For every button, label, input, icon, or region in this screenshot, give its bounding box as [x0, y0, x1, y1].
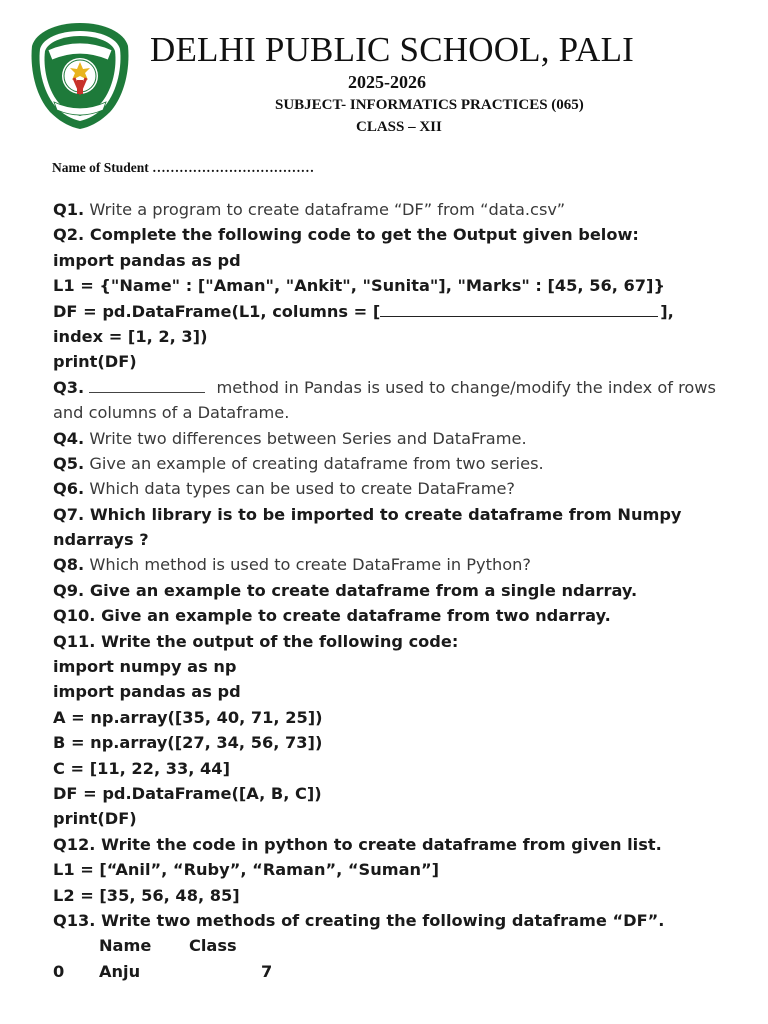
- class-title: CLASS – XII: [356, 119, 442, 135]
- question-7: Q7. Which library is to be imported to create dataframe from Numpy: [53, 504, 682, 524]
- code-line: import pandas as pd: [53, 682, 241, 702]
- student-name-line: Name of Student ………………………………: [52, 160, 315, 175]
- question-3-continued: and columns of a Dataframe.: [53, 403, 290, 423]
- dataframe-row: 0 Anju 7: [53, 961, 273, 981]
- code-line: import pandas as pd: [53, 250, 241, 270]
- question-12: Q12. Write the code in python to create dataframe from given list.: [53, 834, 662, 854]
- subject-title: SUBJECT- INFORMATICS PRACTICES (065): [275, 97, 584, 113]
- school-name: DELHI PUBLIC SCHOOL, PALI: [150, 30, 635, 69]
- code-line: L2 = [35, 56, 48, 85]: [53, 885, 240, 905]
- dataframe-header-row: Name Class: [99, 936, 237, 956]
- question-list: [53, 197, 753, 984]
- question-3: Q3. method in Pandas is used to change/modify the index of rows: [53, 377, 716, 397]
- question-5: Q5. Give an example of creating dataframe from two series.: [53, 453, 544, 473]
- code-line: print(DF): [53, 352, 137, 372]
- code-line: L1 = [“Anil”, “Ruby”, “Raman”, “Suman”]: [53, 860, 440, 880]
- question-2: Q2. Complete the following code to get the Output given below:: [53, 225, 639, 245]
- question-7-continued: ndarrays ?: [53, 530, 149, 550]
- fill-in-blank: [89, 376, 205, 393]
- question-1: Q1. Write a program to create dataframe “DF” from “data.csv”: [53, 200, 566, 219]
- school-logo: [28, 20, 132, 130]
- code-line: index = [1, 2, 3]): [53, 326, 208, 346]
- code-line: B = np.array([27, 34, 56, 73]): [53, 733, 323, 753]
- question-4: Q4. Write two differences between Series and DataFrame.: [53, 428, 527, 448]
- code-line: DF = pd.DataFrame([A, B, C]): [53, 783, 322, 803]
- code-line: C = [11, 22, 33, 44]: [53, 758, 230, 778]
- question-6: Q6. Which data types can be used to create DataFrame?: [53, 479, 516, 499]
- fill-in-blank: [380, 300, 658, 317]
- code-line: L1 = {"Name" : ["Aman", "Ankit", "Sunita"], "Marks" : [45, 56, 67]}: [53, 276, 665, 296]
- question-9: Q9. Give an example to create dataframe from a single ndarray.: [53, 580, 638, 600]
- question-8: Q8. Which method is used to create DataFrame in Python?: [53, 555, 531, 575]
- code-line: import numpy as np: [53, 657, 237, 677]
- question-13: Q13. Write two methods of creating the following dataframe “DF”.: [53, 910, 665, 930]
- code-line: print(DF): [53, 809, 137, 829]
- question-11: Q11. Write the output of the following code:: [53, 631, 459, 651]
- code-line: A = np.array([35, 40, 71, 25]): [53, 707, 323, 727]
- question-10: Q10. Give an example to create dataframe from two ndarray.: [53, 606, 611, 626]
- academic-year: 2025-2026: [348, 72, 426, 92]
- code-line-with-blank: DF = pd.DataFrame(L1, columns = [ ],: [53, 301, 674, 321]
